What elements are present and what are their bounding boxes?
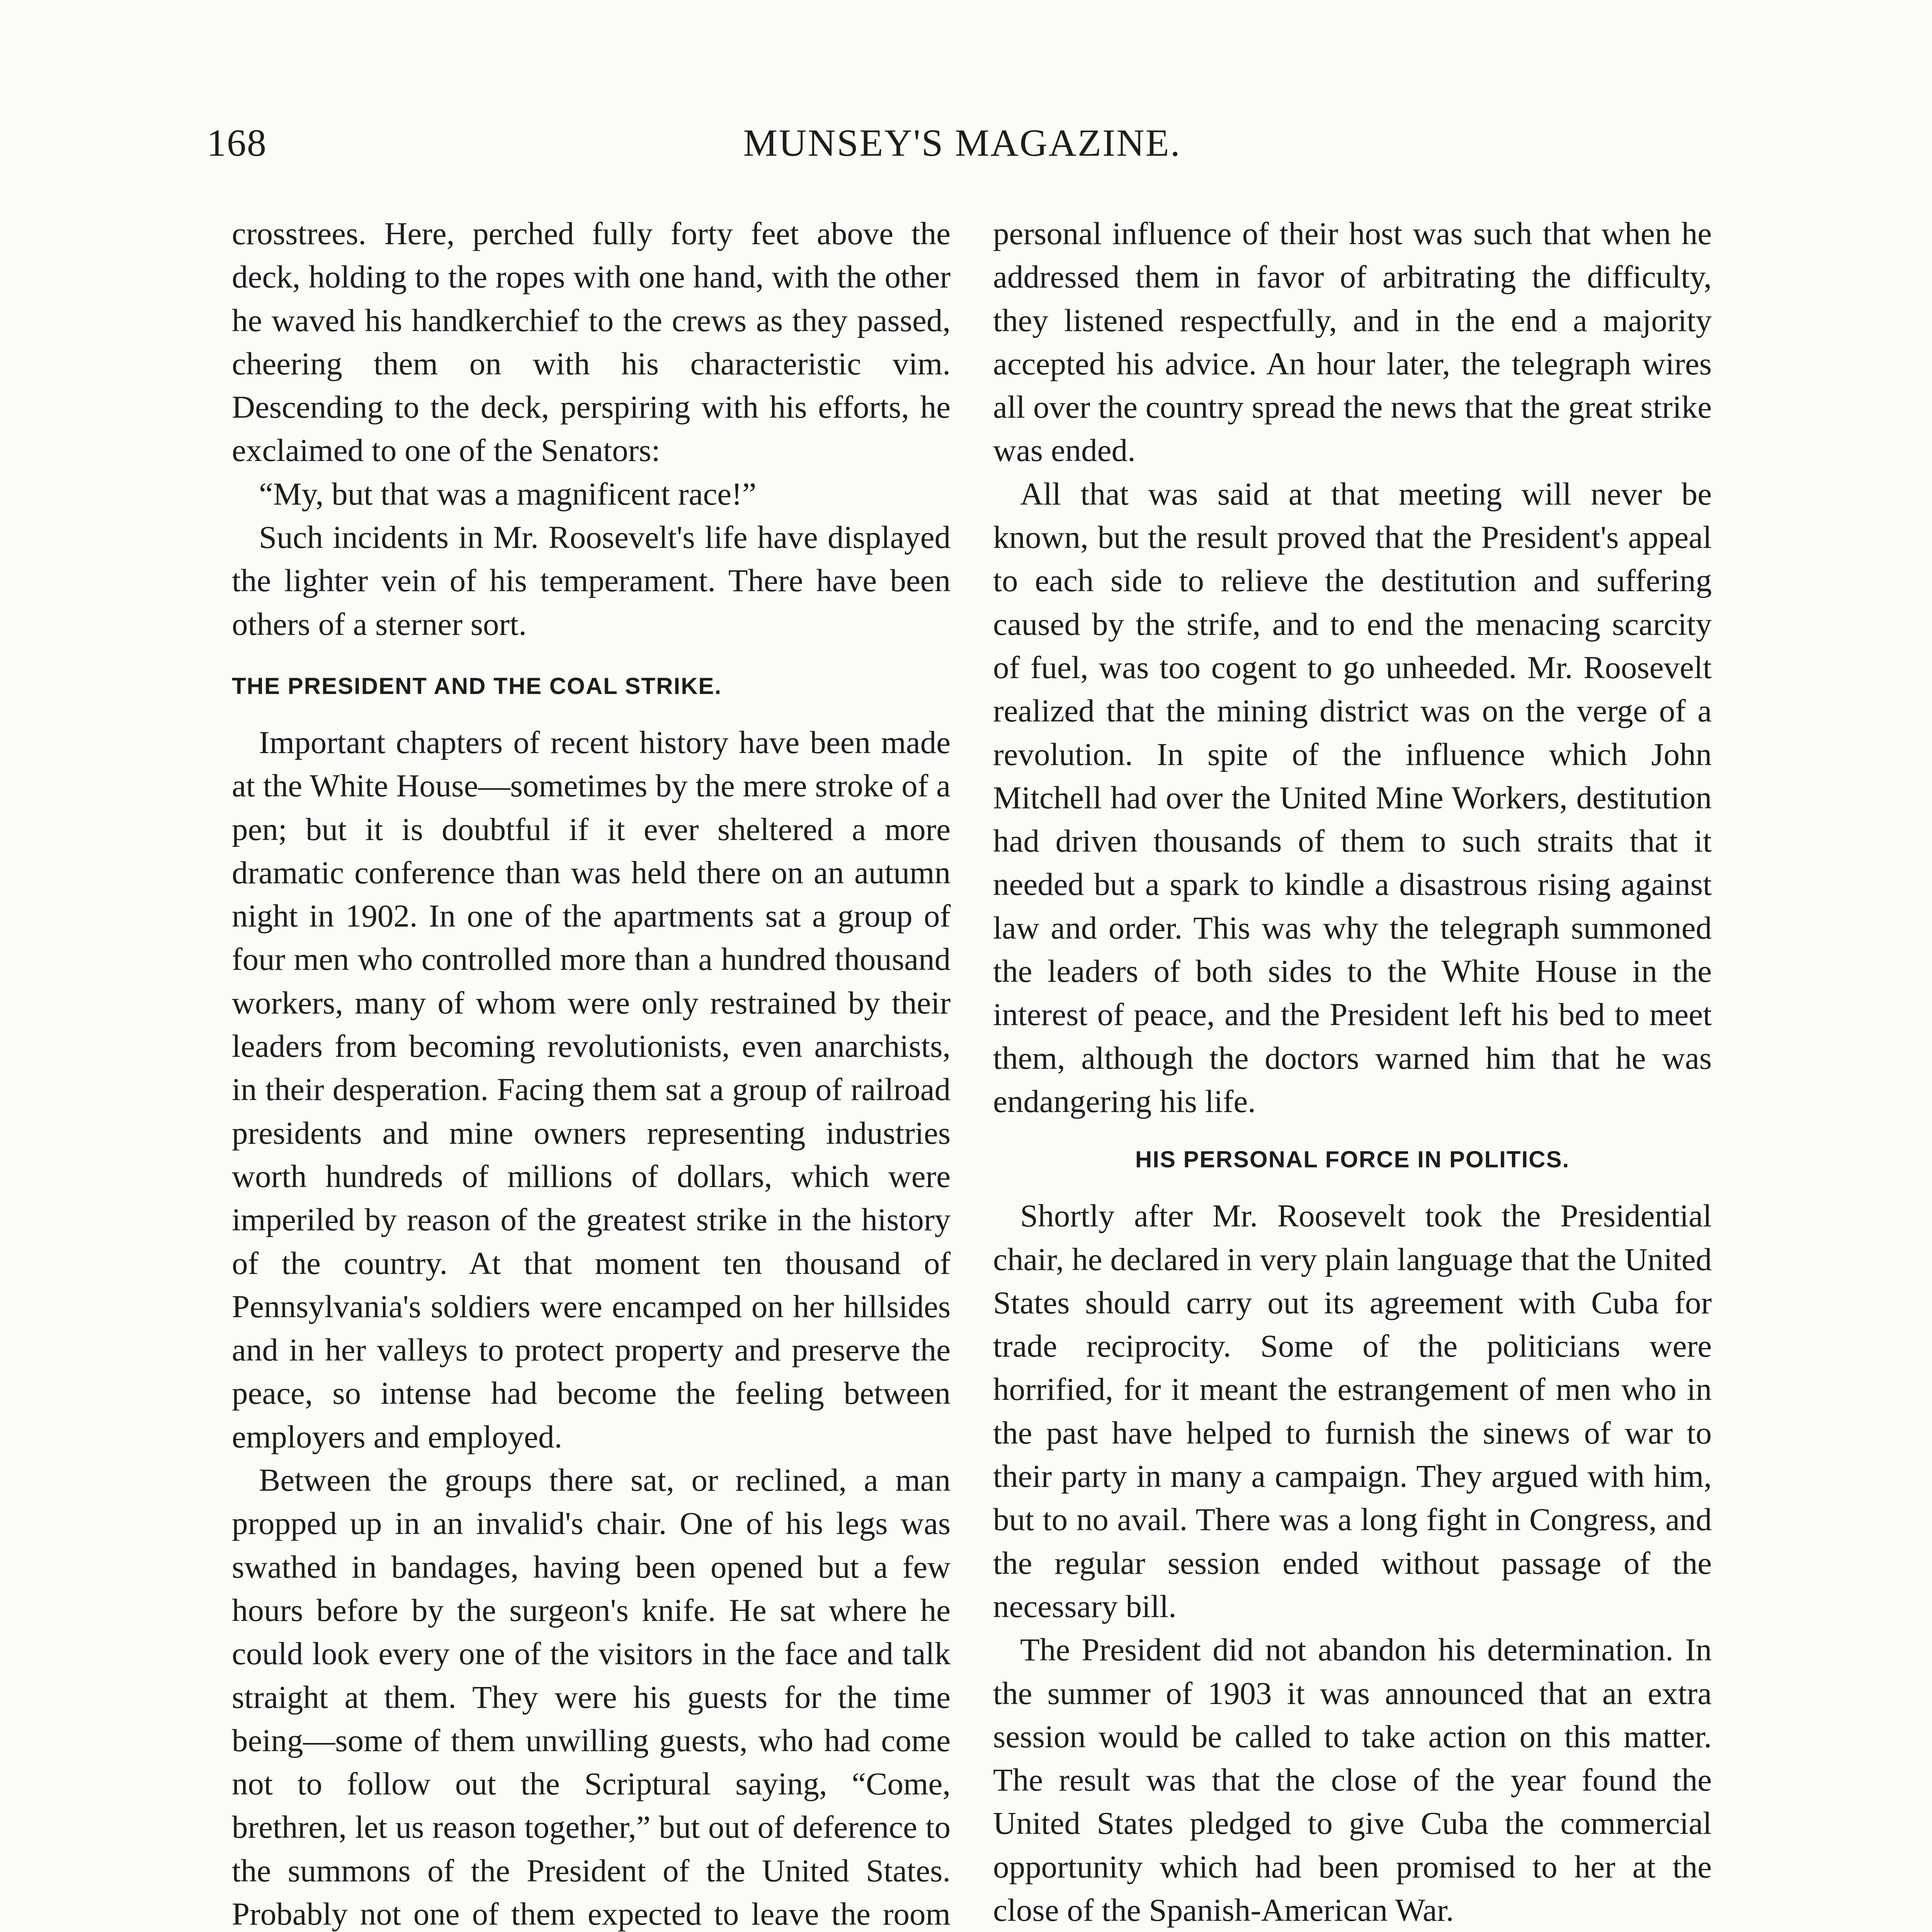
- running-title: MUNSEY'S MAGAZINE.: [743, 121, 1181, 164]
- page-number: 168: [207, 121, 267, 164]
- paragraph: “My, but that was a magnificent race!”: [259, 476, 757, 512]
- section-heading: THE PRESIDENT AND THE COAL STRIKE.: [232, 673, 722, 699]
- paragraph: Between the groups there sat, or reclined, a man propped up in an invalid's chair. One of his legs was swathed in bandages, having been opened but a few hours before by the surgeon's knife. He sat where he could look every one of the visitors in the face and talk straight at them. They were his guests for the time being—some of them unwilling guests, who had come not to follow out the Scriptural saying, “Come, brethren, let us reason together,” but out of deference to the summons of the President of the United States. Probably not one of them expected to leave the room: [232, 1462, 951, 1932]
- right-column: [993, 212, 1712, 1932]
- paragraph: Important chapters of recent history have been made at the White House—sometimes by the mere stroke of a pen; but it is doubtful if it ever sheltered a more dramatic conference than was held there on an autumn night in 1902. In one of the apartments sat a group of four men who controlled more than a hundred thousand workers, many of whom were only restrained by their leaders from becoming revolutionists, even anarchists, in their desperation. Facing them sat a group of railroad presidents and mine owners representing industries worth hundreds of millions of dollars, which were imperiled by reason of the greatest strike in the history of the country. At that moment ten thousand of Pennsylvania's soldiers were encamped on her hillsides and in her valleys to protect property and preserve the peace, so intense had become the feeling between employers and employed.: [232, 724, 951, 1454]
- left-column: [232, 212, 951, 1932]
- section-heading: HIS PERSONAL FORCE IN POLITICS.: [1135, 1146, 1570, 1173]
- paragraph: crosstrees. Here, perched fully forty feet above the deck, holding to the ropes with one hand, with the other he waved his handkerchief to the crews as they passed, cheering them on with his characteristic vim. Descending to the deck, perspiring with his efforts, he exclaimed to one of the Senators:: [232, 216, 951, 468]
- running-head: [207, 116, 1718, 170]
- paragraph: personal influence of their host was such that when he addressed them in favor of arbitrating the difficulty, they listened respectfully, and in the end a majority accepted his advice. An hour later, the telegraph wires all over the country spread the news that the great strike was ended.: [993, 216, 1712, 468]
- paragraph: The President did not abandon his determination. In the summer of 1903 it was announced that an extra session would be called to take action on this matter. The result was that the close of the year found the United States pledged to give Cuba the commercial opportunity which had been promised to her at the close of the Spanish-American War.: [993, 1632, 1712, 1928]
- paragraph: All that was said at that meeting will never be known, but the result proved that the President's appeal to each side to relieve the destitution and suffering caused by the strife, and to end the menacing scarcity of fuel, was too cogent to go unheeded. Mr. Roosevelt realized that the mining district was on the verge of a revolution. In spite of the influence which John Mitchell had over the United Mine Workers, destitution had driven thousands of them to such straits that it needed but a spark to kindle a disastrous rising against law and order. This was why the telegraph summoned the leaders of both sides to the White House in the interest of peace, and the President left his bed to meet them, although the doctors warned him that he was endangering his life.: [993, 476, 1712, 1119]
- paragraph: Shortly after Mr. Roosevelt took the Presidential chair, he declared in very plain language that the United States should carry out its agreement with Cuba for trade reciprocity. Some of the politicians were horrified, for it meant the estrangement of men who in the past have helped to furnish the sinews of war to their party in many a campaign. They argued with him, but to no avail. There was a long fight in Congress, and the regular session ended without passage of the necessary bill.: [993, 1198, 1712, 1624]
- paragraph: Such incidents in Mr. Roosevelt's life have displayed the lighter vein of his temperament. There have been others of a sterner sort.: [232, 519, 951, 642]
